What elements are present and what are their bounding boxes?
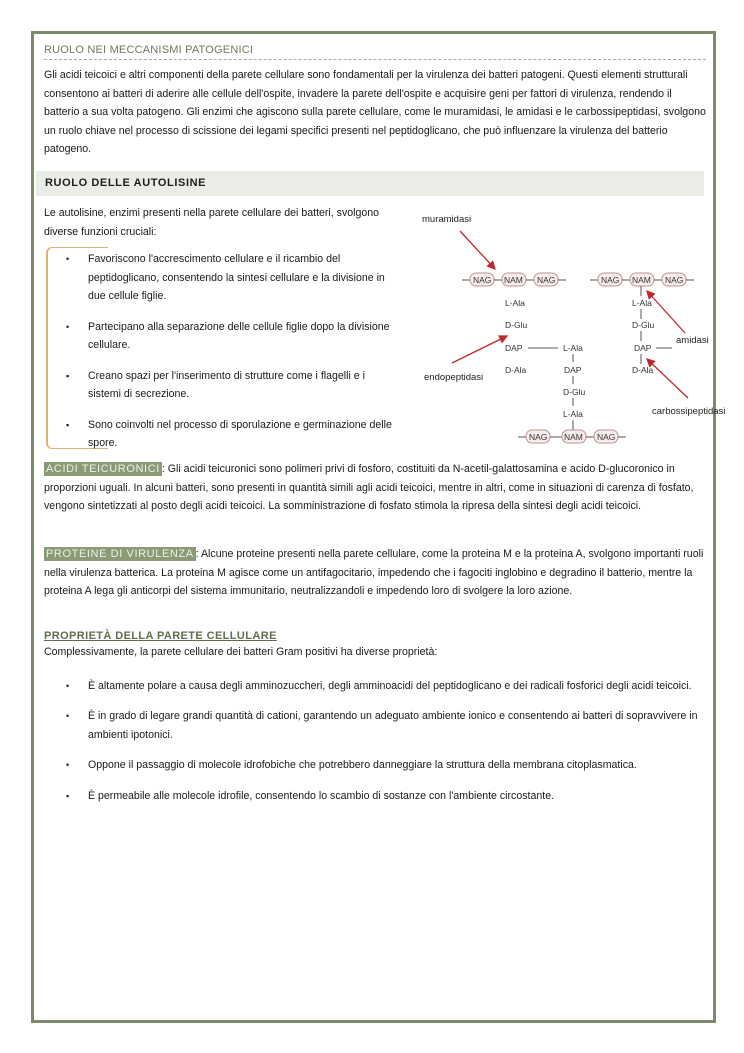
nam-label: NAM	[504, 275, 523, 285]
svg-text:DAP: DAP	[634, 343, 652, 353]
section-pathogenic	[44, 44, 706, 159]
list-item	[60, 416, 395, 453]
bullet-icon: •	[66, 711, 70, 721]
pathogenic-paragraph: Gli acidi teicoici e altri componenti della parete cellulare sono fondamentali per la virulenza dei batteri patogeni. Questi elementi strutturali consentono ai batteri di aderire alle cellule dell'ospite, invadere la parete dell'ospite e acquisire geni per fattori di virulenza, rendendo il batterio a sua volta patogeno. Gli enzimi che agiscono sulla parete cellulare, come le muramidasi, le amidasi e le carbossipeptidasi, svolgono un ruolo chiave nel processo di scissione dei legami specifici presenti nel peptidoglicano, che può influenzare la virulenza del batterio patogeno.	[44, 69, 706, 155]
bullet-icon: •	[66, 254, 70, 264]
list-item-text: È in grado di legare grandi quantità di cationi, garantendo un adeguato ambiente ionico e consentendo ai batteri di sopravvivere in ambienti ipotonici.	[88, 710, 698, 741]
nag-label: NAG	[537, 275, 556, 285]
svg-text:D-Ala: D-Ala	[505, 365, 527, 375]
bullet-icon: ▪	[66, 370, 70, 381]
svg-text:D-Glu: D-Glu	[632, 320, 655, 330]
section-properties	[44, 630, 706, 817]
svg-text:D-Ala: D-Ala	[632, 365, 654, 375]
teicuronic-body: : Gli acidi teicuronici sono polimeri privi di fosforo, costituiti da N-acetil-galattosamina e acido D-glucoronico in proporzioni uguali. In alcuni batteri, sono presenti in quantità simili agli acidi teicoici, mentre in altri, come in situazioni di carenza di fosfato, vengono sintetizzati al posto degli acidi teicoici. La somministrazione di fosfato stimola la ripresa della sintesi degli acidi teicoici.	[44, 463, 694, 512]
list-item	[60, 318, 395, 355]
carbossipeptidasi-label: carbossipeptidasi	[652, 406, 726, 417]
autolysins-intro: Le autolisine, enzimi presenti nella parete cellulare dei batteri, svolgono diverse funzioni cruciali:	[44, 207, 380, 238]
svg-text:NAG: NAG	[597, 432, 616, 442]
list-item	[44, 787, 706, 806]
list-item-text: Creano spazi per l'inserimento di strutture come i flagelli e i sistemi di secrezione.	[88, 369, 365, 400]
list-item	[44, 756, 706, 775]
autolysins-heading: RUOLO DELLE AUTOLISINE	[36, 171, 704, 196]
list-item	[60, 250, 395, 306]
svg-text:NAG: NAG	[601, 275, 620, 285]
list-item-text: Partecipano alla separazione delle cellule figlie dopo la divisione cellulare.	[88, 320, 390, 351]
endopeptidasi-label: endopeptidasi	[424, 372, 484, 383]
teicuronic-paragraph	[44, 460, 706, 516]
svg-text:DAP: DAP	[564, 365, 582, 375]
list-item	[60, 367, 395, 404]
amidasi-label: amidasi	[676, 335, 709, 346]
autolysins-list	[60, 250, 395, 465]
virulence-paragraph	[44, 545, 706, 601]
list-item-text: Favoriscono l'accrescimento cellulare e il ricambio del peptidoglicano, consentendo la sintesi cellulare e la divisione in due cellule figlie.	[88, 253, 385, 302]
list-item-text: È permeabile alle molecole idrofile, consentendo lo scambio di sostanze con l'ambiente circostante.	[88, 789, 555, 802]
nag-label: NAG	[473, 275, 492, 285]
peptidoglycan-diagram	[410, 205, 730, 450]
list-item-text: Sono coinvolti nel processo di sporulazione e germinazione delle spore.	[88, 418, 392, 449]
svg-text:L-Ala: L-Ala	[563, 409, 583, 419]
svg-text:DAP: DAP	[505, 343, 523, 353]
list-item-text: È altamente polare a causa degli amminozuccheri, degli amminoacidi del peptidoglicano e dei radicali fosforici degli acidi teicoici.	[88, 679, 692, 692]
svg-text:L-Ala: L-Ala	[632, 298, 652, 308]
list-item	[44, 707, 706, 744]
svg-text:NAG: NAG	[665, 275, 684, 285]
properties-heading: PROPRIETÀ DELLA PARETE CELLULARE	[44, 630, 277, 642]
virulence-body: : Alcune proteine presenti nella parete cellulare, come la proteina M e la proteina A, svolgono importanti ruoli nella virulenza batterica. La proteina M agisce come un antifagocitario, impedendo che i fagociti inglobino e degradino il batterio, mentre la proteina A lega gli anticorpi del sistema immunitario, neutralizzandoli e impedendo loro di svolgere la loro azione.	[44, 548, 704, 597]
svg-text:L-Ala: L-Ala	[563, 343, 583, 353]
bullet-icon: •	[66, 680, 70, 691]
muramidasi-label: muramidasi	[422, 214, 472, 225]
list-item-text: Oppone il passaggio di molecole idrofobiche che potrebbero danneggiare la struttura della membrana citoplasmatica.	[88, 759, 637, 771]
svg-text:D-Glu: D-Glu	[563, 387, 586, 397]
teicuronic-highlight-label: ACIDI TEICURONICI	[46, 463, 160, 475]
virulence-highlight-label: PROTEINE DI VIRULENZA	[46, 548, 194, 560]
bullet-icon: •	[66, 321, 70, 332]
list-item	[44, 677, 706, 696]
bullet-icon: •	[66, 760, 70, 770]
pathogenic-heading: RUOLO NEI MECCANISMI PATOGENICI	[44, 44, 706, 60]
properties-intro: Complessivamente, la parete cellulare dei batteri Gram positivi ha diverse proprietà:	[44, 646, 438, 658]
bullet-icon: ▪	[66, 790, 70, 801]
bullet-icon: ▪	[66, 419, 70, 430]
svg-text:NAM: NAM	[632, 275, 651, 285]
properties-list	[44, 677, 706, 806]
svg-text:L-Ala: L-Ala	[505, 298, 525, 308]
svg-text:NAM: NAM	[564, 432, 583, 442]
svg-text:D-Glu: D-Glu	[505, 320, 528, 330]
svg-text:NAG: NAG	[529, 432, 548, 442]
